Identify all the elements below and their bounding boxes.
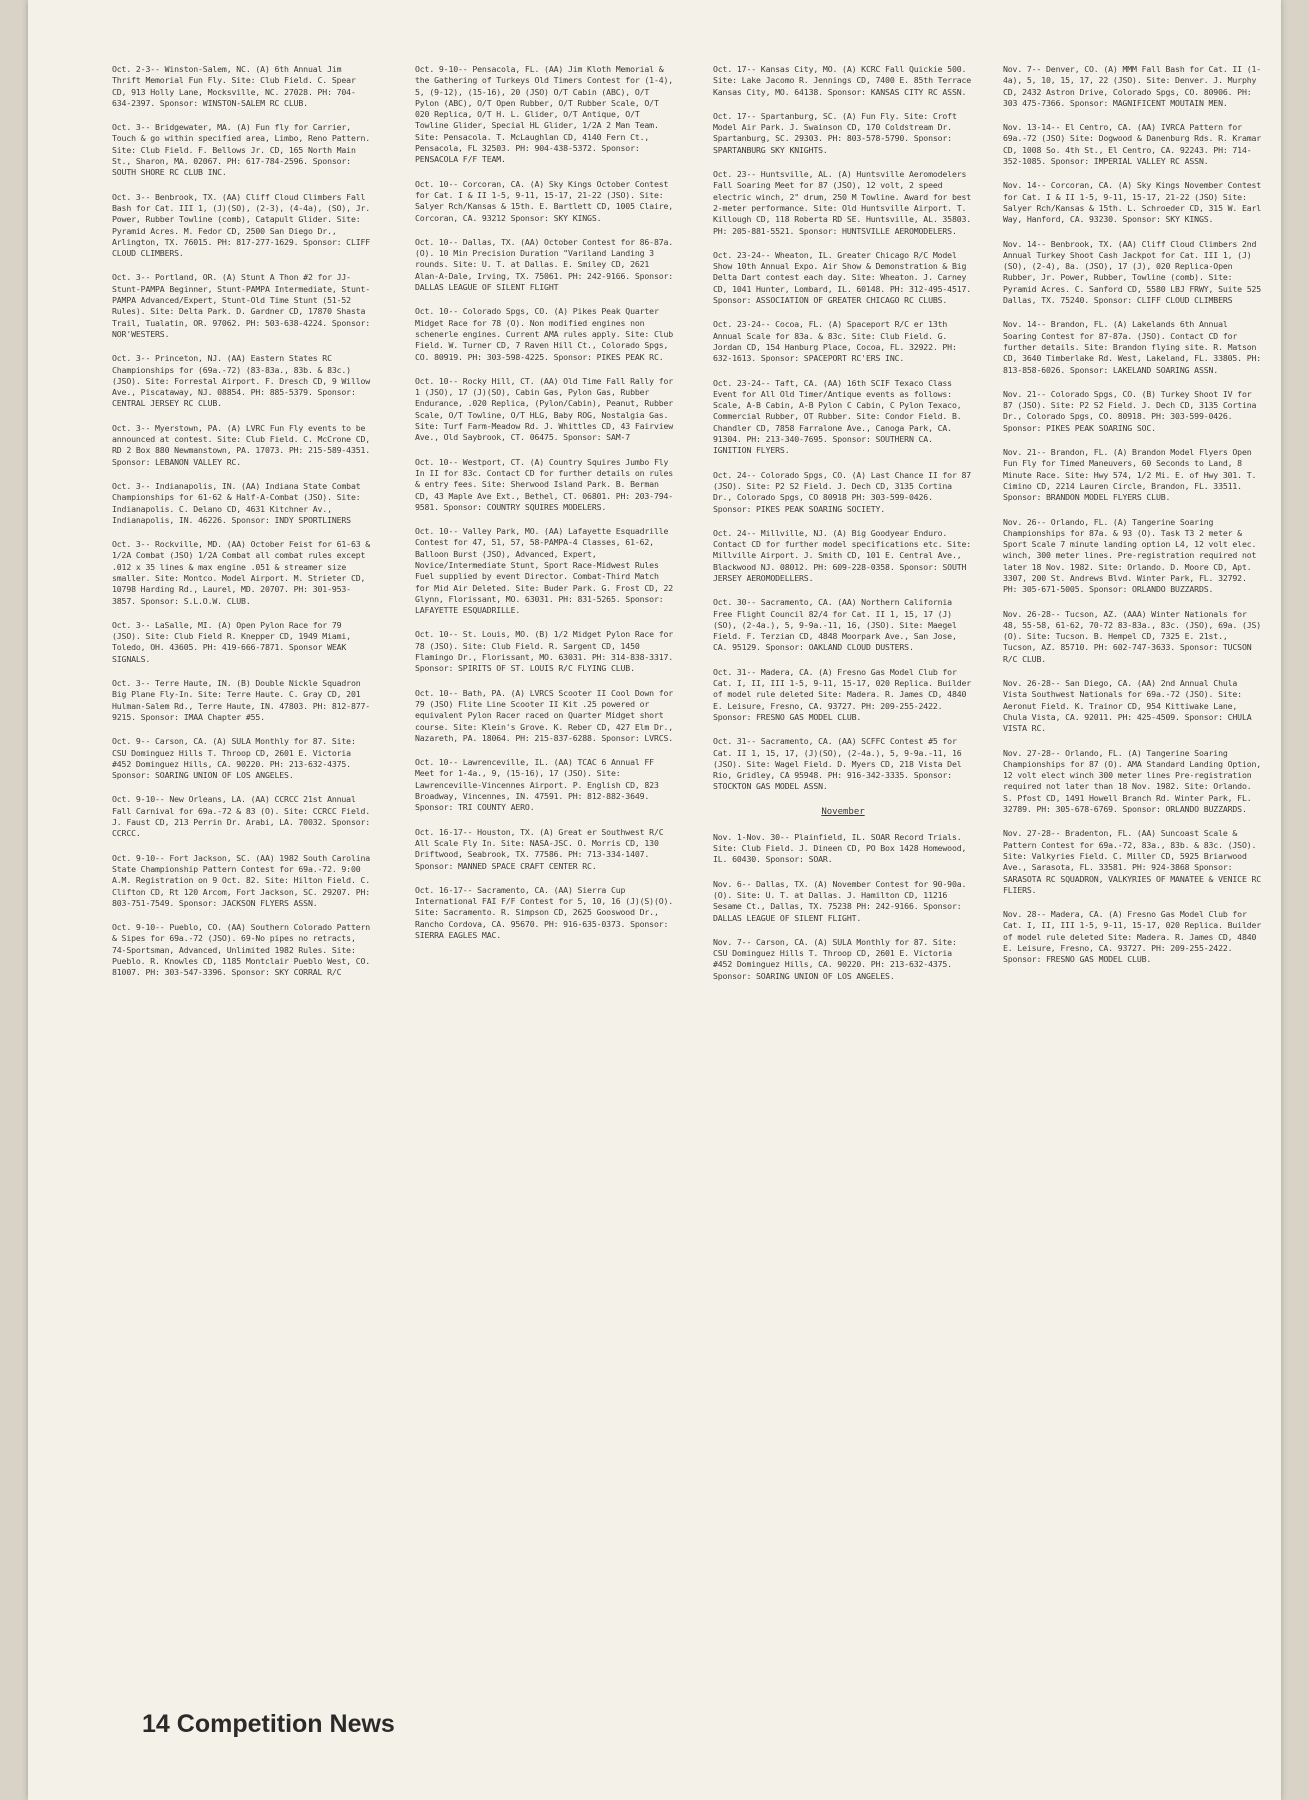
section-title: Competition News [176,1710,395,1738]
contest-listing: Oct. 17-- Kansas City, MO. (A) KCRC Fall Quickie 500. Site: Lake Jacomo R. Jennings CD, 7400 E. 85th Terrace Kansas City, MO. 64138. Sponsor: KANSAS CITY RC ASSN. [713,64,972,97]
contest-listing: Oct. 16-17-- Sacramento, CA. (AA) Sierra Cup International FAI F/F Contest for 5, 10, 16 (J)(S)(O). Site: Sacramento. R. Simpson CD, 2625 Gooswood Dr., Rancho Cordova, CA. 95670. PH: 916-635-0373. Sponsor: SIERRA EAGLES MAC. [415,884,674,940]
contest-listing: Oct. 10-- St. Louis, MO. (B) 1/2 Midget Pylon Race for 78 (JSO). Site: Club Field. R. Sargent CD, 1450 Flamingo Dr., Florissant, MO. 63031. PH: 314-838-3317. Sponsor: SPIRITS OF ST. LOUIS R/C FLYING CLUB. [415,629,674,674]
listing-column-2 [415,64,675,954]
contest-listing: Oct. 24-- Millville, NJ. (A) Big Goodyear Enduro. Contact CD for further model specifications etc. Site: Millville Airport. J. Smith CD, 101 E. Central Ave., Blackwood NJ. 08012. PH: 609-228-0358. Sponsor: SOUTH JERSEY AEROMODELLERS. [713,527,972,583]
contest-listing: Nov. 21-- Brandon, FL. (A) Brandon Model Flyers Open Fun Fly for Timed Maneuvers, 60 Seconds to Land, 8 Minute Race. Site: Hwy 574, 1/2 Mi. E. of Hwy 301. T. Cimino CD, 2214 Lauren Circle, Brandon, FL. 33511. Sponsor: BRANDON MODEL FLYERS CLUB. [1003,447,1257,503]
magazine-page [28,0,1281,1800]
contest-listing: Oct. 9-10-- Pueblo, CO. (AA) Southern Colorado Pattern & Sipes for 69a.-72 (JSO). 69-No pipes no retracts, 74-Sportsman, Advanced, Unlimited 1982 Rules. Site: Pueblo. R. Knowles CD, 1185 Montclair Pueblo West, CO. 81007. PH: 303-547-3396. Sponsor: SKY CORRAL R/C [112,922,371,978]
contest-listing: Oct. 23-24-- Taft, CA. (AA) 16th SCIF Texaco Class Event for All Old Timer/Antique events as follows: Scale, A-B Cabin, A-B Pylon C Cabin, C Pylon Texaco, Commercial Rubber, OT Rubber. Site: Condor Field. B. Chandler CD, 7858 Farralone Ave., Canoga Park, CA. 91304. PH: 213-340-7695. Sponsor: SOUTHERN CA. IGNITION FLYERS. [713,377,962,456]
contest-listing: Nov. 13-14-- El Centro, CA. (AA) IVRCA Pattern for 69a.-72 (JSO) Site: Dogwood & Danenburg Rds. R. Kramar CD, 1008 So. 4th St., El Centro, CA. 92243. PH: 714-352-1085. Sponsor: IMPERIAL VALLEY RC ASSN. [1003,122,1262,167]
page-footer [142,1710,395,1739]
contest-listing: Oct. 9-10-- Pensacola, FL. (AA) Jim Kloth Memorial & the Gathering of Turkeys Old Timers Contest for (1-4), 5, (9-12), (15-16), 20 (JSO) O/T Cabin (ABC), O/T Pylon (ABC), O/T Open Rubber, O/T Rubber Scale, O/T 020 Replica, O/T H. L. Glider, O/T Antique, O/T Towline Glider, Special HL Glider, 1/2A 2 Man Team. Site: Pensacola. T. McLaughlan CD, 4140 Fern Ct., Pensacola, FL 32503. PH: 904-438-5372. Sponsor: PENSACOLA F/F TEAM. [415,64,674,165]
contest-listing: Oct. 30-- Sacramento, CA. (AA) Northern California Free Flight Council 82/4 for Cat. II 1, 15, 17 (J) (SO), (2-4a.), 5, 9-9a.-11, 16, (JSO). Site: Maegel Field. F. Terzian CD, 4848 Moorpark Ave., San Jose, CA. 95129. Sponsor: OAKLAND CLOUD DUSTERS. [713,597,957,653]
contest-listing: Oct. 3-- Portland, OR. (A) Stunt A Thon #2 for JJ-Stunt-PAMPA Beginner, Stunt-PAMPA Intermediate, Stunt-PAMPA Advanced/Expert, Stunt-Old Time Stunt (51-52 Rules). Site: Delta Park. D. Gardner CD, 17870 Shasta Trail, Tualatin, OR. 97062. PH: 503-638-4224. Sponsor: NOR'WESTERS. [112,272,371,339]
contest-listing: Nov. 27-28-- Orlando, FL. (A) Tangerine Soaring Championships for 87 (O). AMA Standard Landing Option, 12 volt elect winch 300 meter lines Pre-registration required not later than 18 Nov. 1982. Site: Orlando. S. Pfost CD, 1491 Howell Branch Rd. Winter Park, FL. 32789. PH: 305-678-6769. Sponsor: ORLANDO BUZZARDS. [1003,747,1262,815]
contest-listing: Oct. 10-- Lawrenceville, IL. (AA) TCAC 6 Annual FF Meet for 1-4a., 9, (15-16), 17 (JSO). Site: Lawrenceville-Vincennes Airport. P. English CD, 823 Broadway, Vincennes, IN. 47591. PH: 812-882-3649. Sponsor: TRI COUNTY AERO. [415,757,659,813]
contest-listing: Nov. 7-- Denver, CO. (A) MMM Fall Bash for Cat. II (1-4a), 5, 10, 15, 17, 22 (JSO). Site: Denver. J. Murphy CD, 2432 Astron Drive, Colorado Spgs, CO. 80906. PH: 303 475-7366. Sponsor: MAGNIFICENT MOUTAIN MEN. [1003,64,1262,108]
contest-listing: Oct. 3-- Terre Haute, IN. (B) Double Nickle Squadron Big Plane Fly-In. Site: Terre Haute. C. Gray CD, 201 Hulman-Salem Rd., Terre Haute, IN. 47803. PH: 812-877-9215. Sponsor: IMAA Chapter #55. [112,678,371,722]
contest-listing: Oct. 10-- Valley Park, MO. (AA) Lafayette Esquadrille Contest for 47, 51, 57, 58-PAMPA-4 Classes, 61-62, Balloon Burst (JSO), Advanced, Expert, Novice/Intermediate Stunt, Sport Race-Midwest Rules Fuel supplied by event Director. Combat-Third Match for Mid Air Deleted. Site: Buder Park. G. Frost CD, 22 Glynn, Florissant, MO. 63031. PH: 831-5265. Sponsor: LAFAYETTE ESQUADRILLE. [415,526,674,616]
contest-listing: Nov. 26-28-- Tucson, AZ. (AAA) Winter Nationals for 48, 55-58, 61-62, 70-72 83-83a., 83c. (JSO), 69a. (JS)(O). Site: Tucson. B. Hempel CD, 7325 E. 21st., Tucson, AZ. 85710. PH: 602-747-3633. Sponsor: TUCSON R/C CLUB. [1003,608,1262,664]
contest-listing: Oct. 23-- Huntsville, AL. (A) Huntsville Aeromodelers Fall Soaring Meet for 87 (JSO), 12 volt, 2 speed electric winch, 2" drum, 250 M Towline. Award for best 2-meter performance. Site: Old Huntsville Airport. T. Killough CD, 118 Roberta RD SE. Huntsville, AL. 35803. PH: 205-881-5521. Sponsor: HUNTSVILLE AEROMODELERS. [713,169,972,236]
contest-listing: Oct. 10-- Westport, CT. (A) Country Squires Jumbo Fly In II for 83c. Contact CD for further details on rules & entry fees. Site: Sherwood Island Park. B. Berman CD, 43 Maple Ave Ext., Bethel, CT. 06801. PH: 203-794-9581. Sponsor: COUNTRY SQUIRES MODELERS. [415,456,674,512]
contest-listing: Oct. 23-24-- Wheaton, IL. Greater Chicago R/C Model Show 10th Annual Expo. Air Show & Demonstration & Big Delta Dart contest each day. Site: Wheaton. J. Carney CD, 1041 Hunter, Lombard, IL. 60148. PH: 312-495-4517. Sponsor: ASSOCIATION OF GREATER CHICAGO RC CLUBS. [713,249,972,306]
contest-listing: Oct. 17-- Spartanburg, SC. (A) Fun Fly. Site: Croft Model Air Park. J. Swainson CD, 170 Coldstream Dr. Spartanburg, SC. 29303. PH: 803-578-5790. Sponsor: SPARTANBURG SKY KNIGHTS. [713,110,957,155]
contest-listing: Oct. 3-- Bridgewater, MA. (A) Fun fly for Carrier, Touch & go within specified area, Limbo, Reno Pattern. Site: Club Field. F. Bellows Jr. CD, 165 North Main St., Sharon, MA. 02067. PH: 617-784-2596. Sponsor: SOUTH SHORE RC CLUB INC. [112,122,371,178]
contest-listing: Oct. 3-- Benbrook, TX. (AA) Cliff Cloud Climbers Fall Bash for Cat. III 1, (J)(SO), (2-3), (4-4a), (SO), Jr. Power, Rubber Towline (comb), Catapult Glider. Site: Pyramid Acres. M. Fedor CD, 2500 San Diego Dr., Arlington, TX. 76015. PH: 817-277-1629. Sponsor: CLIFF CLOUD CLIMBERS. [112,191,371,259]
contest-listing: Nov. 7-- Carson, CA. (A) SULA Monthly for 87. Site: CSU Dominguez Hills T. Throop CD, 2601 E. Victoria #452 Dominguez Hills, CA. 90220. PH: 213-632-4375. Sponsor: SOARING UNION OF LOS ANGELES. [713,936,957,981]
contest-listing: Oct. 3-- Myerstown, PA. (A) LVRC Fun Fly events to be announced at contest. Site: Club Field. C. McCrone CD, RD 2 Box 880 Newmanstown, PA. 17073. PH: 215-589-4351. Sponsor: LEBANON VALLEY RC. [112,422,371,467]
contest-listing: Nov. 26-- Orlando, FL. (A) Tangerine Soaring Championships for 87a. & 93 (O). Task T3 2 meter & Sport Scale 7 minute landing option L4, 12 volt elec. winch, 300 meter lines. Pre-registration required not later 18 Nov. 1982. Site: Orlando. D. Moore CD, Apt. 3307, 200 St. Andrews Blvd. Winter Park, FL. 32792. PH: 305-671-5005. Sponsor: ORLANDO BUZZARDS. [1003,516,1257,595]
contest-listing: Nov. 21-- Colorado Spgs, CO. (B) Turkey Shoot IV for 87 (JSO). Site: P2 S2 Field. J. Dech CD, 3135 Cortina Dr., Colorado Spgs, CO. 80918. PH: 303-599-0426. Sponsor: PIKES PEAK SOARING SOC. [1003,388,1257,433]
contest-listing: Nov. 1-Nov. 30-- Plainfield, IL. SOAR Record Trials. Site: Club Field. J. Dineen CD, PO Box 1428 Homewood, IL. 60430. Sponsor: SOAR. [713,831,967,865]
contest-listing: Nov. 6-- Dallas, TX. (A) November Contest for 90-90a. (O). Site: U. T. at Dallas. J. Hamilton CD, 11216 Sesame Ct., Dallas, TX. 75238 PH: 242-9166. Sponsor: DALLAS LEAGUE OF SILENT FLIGHT. [713,878,967,923]
contest-listing: Oct. 31-- Madera, CA. (A) Fresno Gas Model Club for Cat. I, II, III 1-5, 9-11, 15-17, 020 Replica. Builder of model rule deleted Site: Madera. R. James CD, 4840 E. Leisure, Fresno, CA. 93727. PH: 209-255-2422. Sponsor: FRESNO GAS MODEL CLUB. [713,666,972,722]
contest-listing: Nov. 28-- Madera, CA. (A) Fresno Gas Model Club for Cat. I, II, III 1-5, 9-11, 15-17, 020 Replica. Builder of model rule deleted Site: Madera. R. James CD, 4840 E. Leisure, Fresno, CA. 93727. PH: 209-255-2422. Sponsor: FRESNO GAS MODEL CLUB. [1003,909,1262,965]
contest-listing: Nov. 27-28-- Bradenton, FL. (AA) Suncoast Scale & Pattern Contest for 69a.-72, 83a., 83b. & 83c. (JSO). Site: Valkyries Field. C. Miller CD, 5925 Briarwood Ave., Sarasota, FL. 33581. PH: 924-3868 Sponsor: SARASOTA RC SQUADRON, VALKYRIES OF MANATEE & VENICE RC FLIERS. [1003,828,1262,895]
contest-listing: Oct. 3-- LaSalle, MI. (A) Open Pylon Race for 79 (JSO). Site: Club Field R. Knepper CD, 1949 Miami, Toledo, OH. 43605. PH: 419-666-7871. Sponsor WEAK SIGNALS. [112,619,351,664]
contest-listing: Oct. 24-- Colorado Spgs, CO. (A) Last Chance II for 87 (JSO). Site: P2 S2 Field. J. Dech CD, 3135 Cortina Dr., Colorado Spgs, CO 80918 PH: 303-599-0426. Sponsor: PIKES PEAK SOARING SOCIETY. [713,469,972,514]
month-heading: November [821,806,865,817]
contest-listing: Nov. 14-- Brandon, FL. (A) Lakelands 6th Annual Soaring Contest for 87-87a. (JSO). Contact CD for further details. Site: Brandon flying site. R. Matson CD, 3640 Timberlake Rd. West, Lakeland, FL. 33805. PH: 813-858-6026. Sponsor: LAKELAND SOARING ASSN. [1003,319,1262,375]
contest-listing: Oct. 10-- Corcoran, CA. (A) Sky Kings October Contest for Cat. I & II 1-5, 9-11, 15-17, 21-22 (JSO). Site: Salyer Rch/Kansas & 15th. E. Bartlett CD, 1005 Claire, Corcoran, CA. 93212 Sponsor: SKY KINGS. [415,178,674,223]
contest-listing: Nov. 14-- Corcoran, CA. (A) Sky Kings November Contest for Cat. I & II 1-5, 9-11, 15-17, 21-22 (JSO) Site: Salyer Rch/Kansas & 15th. L. Schroeder CD, 315 W. Earl Way, Hanford, CA. 93230. Sponsor: SKY KINGS. [1003,180,1262,225]
contest-listing: Nov. 14-- Benbrook, TX. (AA) Cliff Cloud Climbers 2nd Annual Turkey Shoot Cash Jackpot for Cat. III 1, (J)(SO), (2-4), 8a. (JSO), 17 (J), 020 Replica-Open Rubber, Jr. Power, Rubber, Towline (comb). Site: Pyramid Acres. C. Sanford CD, 5580 LBJ FRWY, Suite 525 Dallas, TX. 75240. Sponsor: CLIFF CLOUD CLIMBERS [1003,238,1262,306]
listing-column-4 [1003,64,1263,979]
contest-listing: Oct. 3-- Princeton, NJ. (AA) Eastern States RC Championships for (69a.-72) (83-83a., 83b. & 83c.) (JSO). Site: Forrestal Airport. F. Dresch CD, 9 Willow Ave., Piscataway, NJ. 08854. PH: 885-5379. Sponsor: CENTRAL JERSEY RC CLUB. [112,353,371,409]
listing-column-1 [112,64,372,992]
contest-listing: Oct. 2-3-- Winston-Salem, NC. (A) 6th Annual Jim Thrift Memorial Fun Fly. Site: Club Field. C. Spear CD, 913 Holly Lane, Mocksville, NC. 27028. PH: 704-634-2397. Sponsor: WINSTON-SALEM RC CLUB. [112,64,356,108]
contest-listing: Oct. 10-- Rocky Hill, CT. (AA) Old Time Fall Rally for 1 (JSO), 17 (J)(SO), Cabin Gas, Pylon Gas, Rubber Endurance, .020 Replica, (Pylon/Cabin), Peanut, Rubber Scale, O/T Towline, O/T HLG, Baby ROG, Nostalgia Gas. Site: Turf Farm-Meadow Rd. J. Whittles CD, 43 Fairview Ave., Old Saybrook, CT. 06475. Sponsor: SAM-7 [415,375,674,443]
contest-listing: Oct. 9-10-- Fort Jackson, SC. (AA) 1982 South Carolina State Championship Pattern Contest for 69a.-72. 9:00 A.M. Registration on 9 Oct. 82. Site: Hilton Field. C. Clifton CD, Rt 120 Arcom, Fort Jackson, SC. 29207. PH: 803-751-7549. Sponsor: JACKSON FLYERS ASSN. [112,852,371,908]
page-number: 14 [142,1710,170,1738]
listing-column-3 [713,64,973,995]
contest-listing: Oct. 9-- Carson, CA. (A) SULA Monthly for 87. Site: CSU Dominguez Hills T. Throop CD, 2601 E. Victoria #452 Dominguez Hills, CA. 90220. PH: 213-632-4375. Sponsor: SOARING UNION OF LOS ANGELES. [112,736,356,781]
contest-listing: Oct. 23-24-- Cocoa, FL. (A) Spaceport R/C er 13th Annual Scale for 83a. & 83c. Site: Club Field. G. Jordan CD, 154 Hanburg Place, Cocoa, FL. 32922. PH: 632-1613. Sponsor: SPACEPORT RC'ERS INC. [713,319,957,364]
contest-listing: Oct. 3-- Rockville, MD. (AA) October Feist for 61-63 & 1/2A Combat (JSO) 1/2A Combat all combat rules except .012 x 35 lines & max engine .051 & streamer size smaller. Site: Montco. Model Airport. M. Strieter CD, 10798 Harding Rd., Laurel, MD. 20707. PH: 301-953-3857. Sponsor: S.L.O.W. CLUB. [112,539,371,606]
contest-listing: Oct. 10-- Colorado Spgs, CO. (A) Pikes Peak Quarter Midget Race for 78 (O). Non modified engines non schenerle engines. Current AMA rules apply. Site: Club Field. W. Turner CD, 7 Raven Hill Ct., Colorado Spgs, CO. 80919. PH: 303-598-4225. Sponsor: PIKES PEAK RC. [415,306,674,362]
contest-listing: Nov. 26-28-- San Diego, CA. (AA) 2nd Annual Chula Vista Southwest Nationals for 69a.-72 (JSO). Site: Aeronut Field. K. Trainor CD, 954 Kittiwake Lane, Chula Vista, CA. 92011. PH: 425-4509. Sponsor: CHULA VISTA RC. [1003,678,1252,734]
contest-listing: Oct. 10-- Dallas, TX. (AA) October Contest for 86-87a. (O). 10 Min Precision Duration "Variland Landing 3 rounds. Site: U. T. at Dallas. E. Smiley CD, 2621 Alan-A-Dale, Irving, TX. 75061. PH: 242-9166. Sponsor: DALLAS LEAGUE OF SILENT FLIGHT [415,236,674,293]
contest-listing: Oct. 16-17-- Houston, TX. (A) Great er Southwest R/C All Scale Fly In. Site: NASA-JSC. O. Morris CD, 130 Driftwood, Seabrook, TX. 77586. PH: 713-334-1407. Sponsor: MANNED SPACE CRAFT CENTER RC. [415,826,664,871]
contest-listing: Oct. 9-10-- New Orleans, LA. (AA) CCRCC 21st Annual Fall Carnival for 69a.-72 & 83 (O). Site: CCRCC Field. J. Faust CD, 213 Perrin Dr. Arabi, LA. 70032. Sponsor: CCRCC. [112,794,371,839]
contest-listing: Oct. 3-- Indianapolis, IN. (AA) Indiana State Combat Championships for 61-62 & Half-A-Combat (JSO). Site: Indianapolis. C. Delano CD, 4631 Kitchner Av., Indianapolis, IN. 46226. Sponsor: INDY SPORTLINERS [112,480,361,525]
contest-listing: Oct. 31-- Sacramento, CA. (AA) SCFFC Contest #5 for Cat. II 1, 15, 17, (J)(SO), (2-4a.), 5, 9-9a.-11, 16 (JSO). Site: Wagel Field. D. Myers CD, 218 Vista Del Rio, Gridley, CA 95948. PH: 916-342-3335. Sponsor: STOCKTON GAS MODEL ASSN. [713,736,962,792]
contest-listing: Oct. 10-- Bath, PA. (A) LVRCS Scooter II Cool Down for 79 (JSO) Flite Line Scooter II Kit .25 powered or equivalent Pylon Racer raced on Quarter Midget short course. Site: Klein's Grove. K. Reber CD, 427 Elm Dr., Nazareth, PA. 18064. PH: 215-837-6288. Sponsor: LVRCS. [415,687,674,743]
